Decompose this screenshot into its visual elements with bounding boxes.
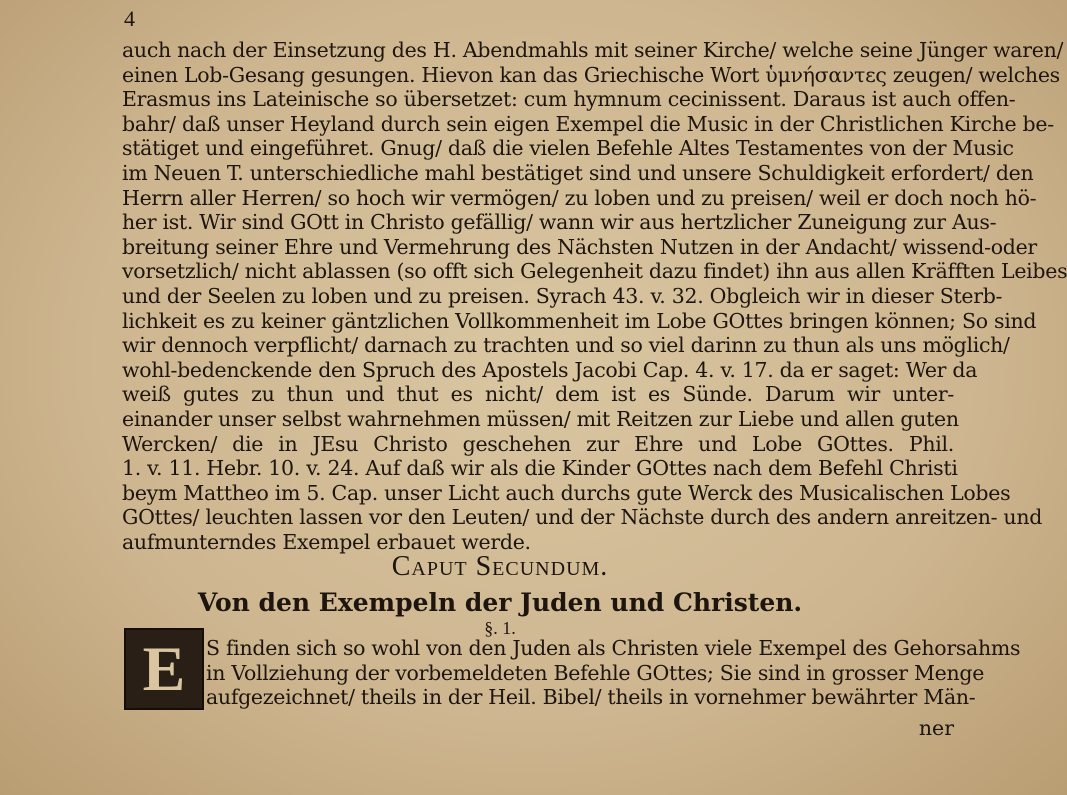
section-mark: §. 1. xyxy=(484,618,516,638)
section-paragraph xyxy=(206,636,1021,710)
text-line: aufmunterndes Exempel erbauet werde. xyxy=(122,529,531,554)
text-line: wir dennoch verpflicht/ darnach zu trachten und so viel darinn zu thun als uns möglich/ xyxy=(122,333,1010,358)
text-line: Wercken/ die in JEsu Christo geschehen zur Ehre und Lobe GOttes. Phil. xyxy=(122,431,954,456)
text-line: vorsetzlich/ nicht ablassen (so offt sich Gelegenheit dazu findet) ihn aus allen Kräfften Leibes xyxy=(122,259,1067,284)
text-line: breitung seiner Ehre und Vermehrung des Nächsten Nutzen in der Andacht/ wissend-oder xyxy=(122,234,1037,259)
chapter-title: Caput Secundum. xyxy=(391,551,609,582)
text-line: her ist. Wir sind GOtt in Christo gefällig/ wann wir aus hertzlicher Zuneigung zur Aus- xyxy=(122,210,997,235)
text-line: beym Mattheo im 5. Cap. unser Licht auch durchs gute Werck des Musicalischen Lobes xyxy=(122,480,1011,505)
text-line: lichkeit es zu keiner gäntzlichen Vollkommenheit im Lobe GOttes bringen können; So sind xyxy=(122,308,1037,333)
text-line: wohl-bedenckende den Spruch des Apostels Jacobi Cap. 4. v. 17. da er saget: Wer da xyxy=(122,357,978,382)
text-line: S finden sich so wohl von den Juden als Christen viele Exempel des Gehorsahms xyxy=(206,636,1021,660)
text-line: aufgezeichnet/ theils in der Heil. Bibel/ theils in vornehmer bewährter Män- xyxy=(206,685,976,710)
text-line: einen Lob-Gesang gesungen. Hievon kan das Griechische Wort ὑμνήσαντες zeugen/ welches xyxy=(122,62,1060,87)
page-number: 4 xyxy=(124,6,135,31)
decorated-initial xyxy=(124,628,204,710)
text-line: auch nach der Einsetzung des H. Abendmahls mit seiner Kirche/ welche seine Jünger waren/ xyxy=(122,38,1064,62)
text-line: bahr/ daß unser Heyland durch sein eigen Exempel die Music in der Christlichen Kirche be- xyxy=(122,111,1054,136)
text-line: Erasmus ins Lateinische so übersetzet: cum hymnum cecinissent. Daraus ist auch offen- xyxy=(122,87,1016,112)
text-line: stätiget und eingeführet. Gnug/ daß die vielen Befehle Altes Testamentes von der Music xyxy=(122,136,1014,161)
text-line: 1. v. 11. Hebr. 10. v. 24. Auf daß wir als die Kinder GOttes nach dem Befehl Christi xyxy=(122,456,958,481)
text-line: Herrn aller Herren/ so hoch wir vermögen/ zu loben und zu preisen/ weil er doch noch hö- xyxy=(122,185,1037,210)
main-paragraph xyxy=(122,38,1067,554)
initial-letter: E xyxy=(142,633,186,704)
text-line: im Neuen T. unterschiedliche mahl bestätiget sind und unsere Schuldigkeit erfordert/ den xyxy=(122,160,1034,185)
text-line: in Vollziehung der vorbemeldeten Befehle GOttes; Sie sind in grosser Menge xyxy=(206,660,985,685)
text-line: und der Seelen zu loben und zu preisen. Syrach 43. v. 32. Obgleich wir in dieser Sterb- xyxy=(122,283,1003,308)
text-line: GOttes/ leuchten lassen vor den Leuten/ und der Nächste durch des andern anreitzen- und xyxy=(122,505,1043,530)
catchword: ner xyxy=(918,716,954,740)
text-line: einander unser selbst wahrnehmen müssen/ mit Reitzen zur Liebe und allen guten xyxy=(122,406,959,431)
chapter-subtitle: Von den Exempeln der Juden und Christen. xyxy=(197,588,803,617)
text-line: weiß gutes zu thun und thut es nicht/ dem ist es Sünde. Darum wir unter- xyxy=(122,382,954,407)
